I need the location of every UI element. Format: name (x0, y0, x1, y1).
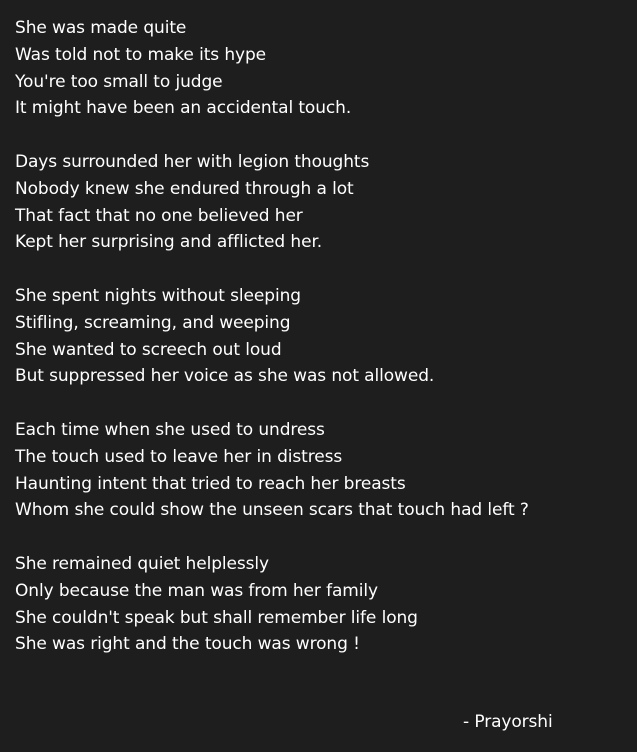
poem-line: She remained quiet helplessly (15, 553, 269, 574)
poem-line: Was told not to make its hype (15, 44, 267, 65)
poem-line: Kept her surprising and afflicted her. (15, 232, 323, 253)
poem-line: She was made quite (15, 18, 187, 38)
poem-line: But suppressed her voice as she was not allowed. (15, 366, 435, 387)
poem-line: Each time when she used to undress (15, 419, 325, 440)
poem-line: Whom she could show the unseen scars that touch had left ? (15, 500, 529, 521)
poem-line: Stifling, screaming, and weeping (15, 312, 291, 333)
poem-line: Only because the man was from her family (15, 580, 378, 601)
poem-line: Haunting intent that tried to reach her breasts (15, 473, 406, 494)
poem-line: That fact that no one believed her (15, 205, 303, 226)
poem (15, 15, 625, 685)
stanza-2 (15, 149, 625, 256)
poem-line: Nobody knew she endured through a lot (15, 178, 354, 199)
poem-line: She couldn't speak but shall remember life long (15, 607, 418, 628)
poem-line: She spent nights without sleeping (15, 285, 301, 306)
poem-line: The touch used to leave her in distress (15, 446, 343, 467)
stanza-1 (15, 15, 625, 122)
author-signature: - Prayorshi (463, 712, 553, 732)
stanza-5 (15, 551, 625, 658)
stanza-4 (15, 417, 625, 524)
poem-line: It might have been an accidental touch. (15, 98, 352, 119)
poem-line: Days surrounded her with legion thoughts (15, 151, 370, 172)
stanza-3 (15, 283, 625, 390)
poem-line: You're too small to judge (15, 71, 223, 92)
poem-line: She wanted to screech out loud (15, 339, 282, 360)
poem-line: She was right and the touch was wrong ! (15, 634, 360, 655)
